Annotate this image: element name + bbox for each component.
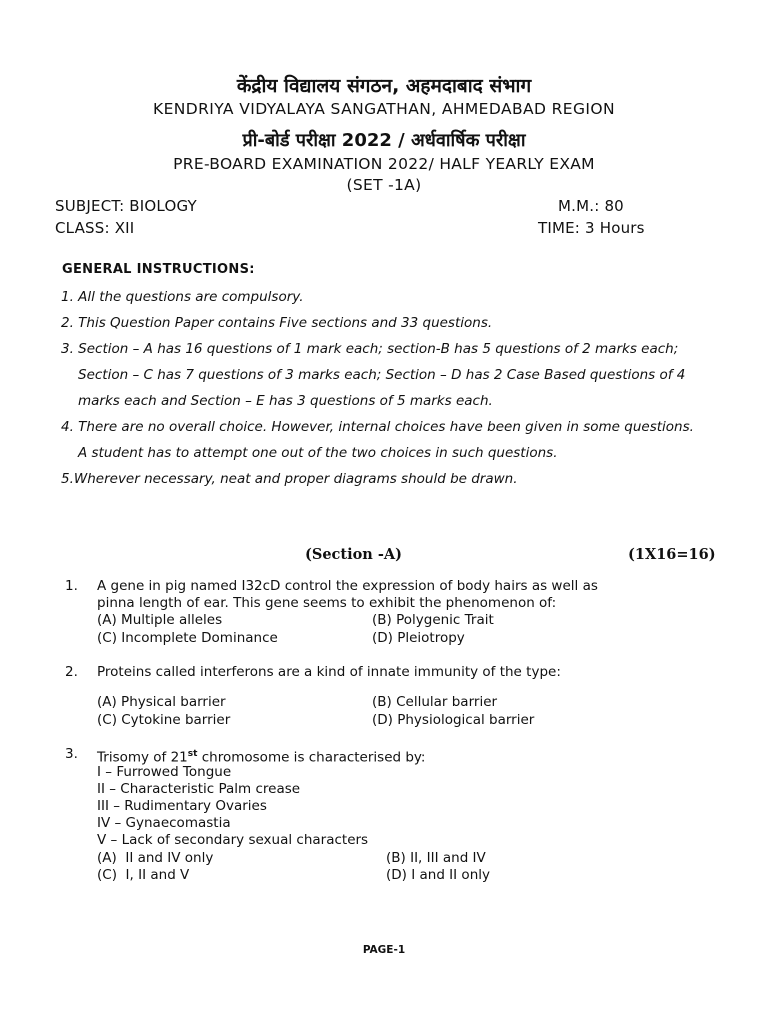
time-label: TIME: 3 Hours <box>538 219 645 237</box>
instruction-line: marks each and Section – E has 3 questions of 5 marks each. <box>78 393 493 409</box>
option-d: (D) I and II only <box>386 867 490 883</box>
instruction-line: A student has to attempt one out of the two choices in such questions. <box>78 445 558 461</box>
instructions-heading: GENERAL INSTRUCTIONS: <box>62 262 255 277</box>
header-org: KENDRIYA VIDYALAYA SANGATHAN, AHMEDABAD REGION <box>153 100 615 118</box>
question-text: Trisomy of 21st chromosome is characterised by: <box>97 749 426 766</box>
statement-line: II – Characteristic Palm crease <box>97 781 301 797</box>
statement-line: V – Lack of secondary sexual characters <box>97 832 369 848</box>
instruction-line: 2. This Question Paper contains Five sections and 33 questions. <box>61 315 493 331</box>
option-c: (C) Cytokine barrier <box>97 712 231 728</box>
option-b: (B) Polygenic Trait <box>372 612 494 628</box>
option-a: (A) II and IV only <box>97 850 214 866</box>
header-exam-title: PRE-BOARD EXAMINATION 2022/ HALF YEARLY EXAM <box>173 155 595 173</box>
header-hindi-org: केंद्रीय विद्यालय संगठन, अहमदाबाद संभाग <box>236 75 532 97</box>
option-d: (D) Physiological barrier <box>372 712 535 728</box>
instruction-line: 3. Section – A has 16 questions of 1 mark each; section-B has 5 questions of 2 marks each; <box>61 341 679 357</box>
max-marks-label: M.M.: 80 <box>558 197 624 215</box>
section-title: (Section -A) <box>305 546 402 563</box>
subject-label: SUBJECT: BIOLOGY <box>55 197 197 215</box>
option-a: (A) Multiple alleles <box>97 612 223 628</box>
instruction-line: Section – C has 7 questions of 3 marks each; Section – D has 2 Case Based questions of 4 <box>78 367 686 383</box>
question-text: A gene in pig named I32cD control the expression of body hairs as well as pinna length of ear. This gene seems to exhibit the phenomenon of: <box>97 578 598 611</box>
header-hindi-exam: प्री-बोर्ड परीक्षा 2022 / अर्धवार्षिक परीक्षा <box>242 130 526 151</box>
option-b: (B) Cellular barrier <box>372 694 498 710</box>
statement-line: IV – Gynaecomastia <box>97 815 231 831</box>
instruction-line: 5.Wherever necessary, neat and proper diagrams should be drawn. <box>61 471 518 487</box>
page-number: PAGE-1 <box>362 944 406 956</box>
class-label: CLASS: XII <box>55 219 135 237</box>
question-number: 2. <box>65 664 78 680</box>
question-text: Proteins called interferons are a kind of innate immunity of the type: <box>97 664 561 680</box>
question-number: 1. <box>65 578 78 594</box>
statement-line: III – Rudimentary Ovaries <box>97 798 267 814</box>
statement-line: I – Furrowed Tongue <box>97 764 232 780</box>
question-number: 3. <box>65 746 78 762</box>
option-d: (D) Pleiotropy <box>372 630 465 646</box>
option-c: (C) Incomplete Dominance <box>97 630 278 646</box>
instruction-line: 4. There are no overall choice. However, internal choices have been given in some questions. <box>61 419 694 435</box>
option-b: (B) II, III and IV <box>386 850 486 866</box>
instruction-line: 1. All the questions are compulsory. <box>61 289 304 305</box>
section-marks: (1X16=16) <box>628 546 716 563</box>
option-a: (A) Physical barrier <box>97 694 226 710</box>
header-set: (SET -1A) <box>346 176 422 194</box>
option-c: (C) I, II and V <box>97 867 190 883</box>
